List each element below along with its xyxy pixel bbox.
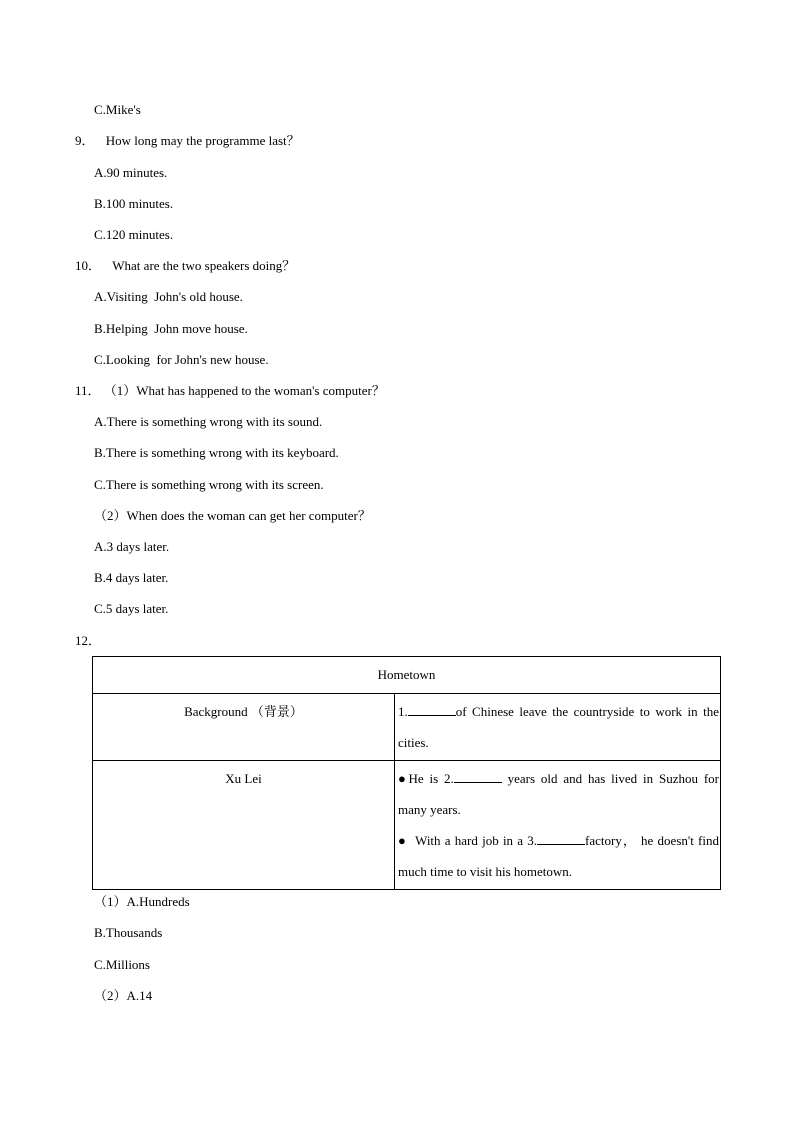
q12-1-option-b: B.Thousands <box>94 925 163 940</box>
blank-prefix: 1. <box>398 704 408 719</box>
question-9 <box>75 133 300 149</box>
question-11 <box>75 383 385 399</box>
table-title: Hometown <box>93 657 721 694</box>
q11-1-option-c: C.There is something wrong with its screen. <box>94 477 324 492</box>
row-text: factory， he doesn't find much time to visit his hometown. <box>398 833 720 879</box>
q9-option-c: C.120 minutes. <box>94 227 174 242</box>
answer-blank-2[interactable] <box>454 771 502 783</box>
q11-1-option-a: A.There is something wrong with its sound. <box>94 414 323 429</box>
q10-option-a: A.Visiting John's old house. <box>94 289 243 304</box>
q12-2-option-a: （2）A.14 <box>94 988 153 1003</box>
row-label-xu-lei: Xu Lei <box>93 761 395 890</box>
question-10 <box>75 258 295 274</box>
question-number: 10． <box>75 258 102 273</box>
q11-1-option-b: B.There is something wrong with its keyboard. <box>94 445 339 460</box>
q9-option-a: A.90 minutes. <box>94 165 168 180</box>
q11-2-option-c: C.5 days later. <box>94 601 169 616</box>
q10-option-b: B.Helping John move house. <box>94 321 248 336</box>
q11-2-option-a: A.3 days later. <box>94 539 170 554</box>
q11-part2-text: （2）When does the woman can get her computer？ <box>94 508 371 523</box>
blank-prefix: With a hard job in a 3. <box>406 833 538 848</box>
row-text: of Chinese leave the countryside to work in the cities. <box>398 704 719 750</box>
question-text: （1）What has happened to the woman's computer？ <box>103 383 385 398</box>
row-content-xu-lei <box>395 761 721 890</box>
q9-option-b: B.100 minutes. <box>94 196 174 211</box>
q10-option-c: C.Looking for John's new house. <box>94 352 269 367</box>
blank-prefix: He is 2. <box>408 771 454 786</box>
q12-1-option-a: （1）A.Hundreds <box>94 894 190 909</box>
bullet-icon: ● <box>398 833 407 848</box>
answer-blank-3[interactable] <box>537 833 585 845</box>
q12-1-option-c: C.Millions <box>94 957 150 972</box>
question-text: What are the two speakers doing？ <box>112 258 296 273</box>
question-number: 11． <box>75 383 101 398</box>
bullet-icon: ● <box>398 771 409 786</box>
question-12-number: 12． <box>75 633 102 648</box>
question-number: 9． <box>75 133 95 148</box>
q8-option-c: C.Mike's <box>94 102 141 117</box>
question-text: How long may the programme last？ <box>105 133 300 148</box>
q11-2-option-b: B.4 days later. <box>94 570 169 585</box>
row-content-background <box>395 694 721 761</box>
hometown-table <box>92 656 721 890</box>
row-text: years old and has lived in Suzhou for many years. <box>398 771 719 817</box>
answer-blank-1[interactable] <box>408 704 456 716</box>
row-label-background: Background （背景） <box>93 694 395 761</box>
